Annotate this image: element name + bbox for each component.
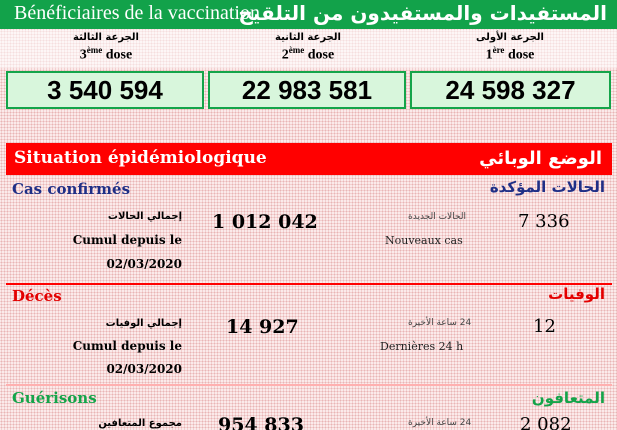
confirmed-new-fr: Nouveaux cas xyxy=(385,234,463,247)
dose-1-label-fr: 1ère dose xyxy=(485,45,535,63)
deaths-new-value: 12 xyxy=(533,316,556,337)
recovered-label-fr: Guérisons xyxy=(12,389,97,407)
confirmed-cumul-ar: إجمالي الحالات xyxy=(107,211,182,222)
epidemiological-title-ar: الوضع الوبائي xyxy=(479,148,602,169)
dose-2-label xyxy=(210,30,406,68)
deaths-new-fr: Dernières 24 h xyxy=(380,340,464,353)
deaths-new-ar: 24 ساعة الأخيرة xyxy=(408,318,472,328)
vaccination-title-fr: Bénéficiaires de la vaccination xyxy=(14,2,260,24)
deaths-label-fr: Décès xyxy=(12,287,62,305)
recovered-cumul-ar: مجموع المتعافين xyxy=(98,418,182,429)
dose-3-value: 3 540 594 xyxy=(6,71,204,109)
section-divider-deaths xyxy=(6,283,612,285)
confirmed-label-ar: الحالات المؤكدة xyxy=(489,178,605,196)
confirmed-new-ar: الحالات الجديدة xyxy=(408,212,466,222)
dose-1-label-ar: الجرعة الأولى xyxy=(476,32,544,43)
dose-1-value: 24 598 327 xyxy=(410,71,611,109)
confirmed-label-fr: Cas confirmés xyxy=(12,180,131,198)
deaths-cumul-ar: إجمالي الوفيات xyxy=(105,318,182,329)
dose-2-label-fr: 2ème dose xyxy=(281,45,335,63)
dose-3-label-ar: الجرعة الثالثة xyxy=(73,32,139,43)
deaths-cumul-date: 02/03/2020 xyxy=(106,362,182,376)
deaths-label-ar: الوفيات xyxy=(548,285,605,303)
confirmed-cumul-value: 1 012 042 xyxy=(212,211,318,233)
section-divider-recovered xyxy=(6,384,612,386)
recovered-label-ar: المتعافون xyxy=(531,389,605,407)
confirmed-new-value: 7 336 xyxy=(518,211,570,232)
dose-2-value: 22 983 581 xyxy=(208,71,406,109)
vaccination-header xyxy=(0,0,617,29)
dose-1-label xyxy=(412,30,608,68)
dose-2-label-ar: الجرعة الثانية xyxy=(275,32,341,43)
confirmed-cumul-fr: Cumul depuis le xyxy=(72,233,182,247)
recovered-new-value: 2 082 xyxy=(520,414,572,430)
recovered-cumul-value: 954 833 xyxy=(218,414,304,430)
confirmed-cumul-date: 02/03/2020 xyxy=(106,257,182,271)
epidemiological-header xyxy=(6,143,612,175)
dose-3-label xyxy=(8,30,204,68)
deaths-cumul-fr: Cumul depuis le xyxy=(72,339,182,353)
dose-3-label-fr: 3ème dose xyxy=(79,45,133,63)
epidemiological-title-fr: Situation épidémiologique xyxy=(14,148,267,168)
recovered-new-ar: 24 ساعة الأخيرة xyxy=(408,418,472,428)
deaths-cumul-value: 14 927 xyxy=(226,316,299,338)
vaccination-title-ar: المستفيدات والمستفيدون من التلقيح xyxy=(238,1,607,25)
